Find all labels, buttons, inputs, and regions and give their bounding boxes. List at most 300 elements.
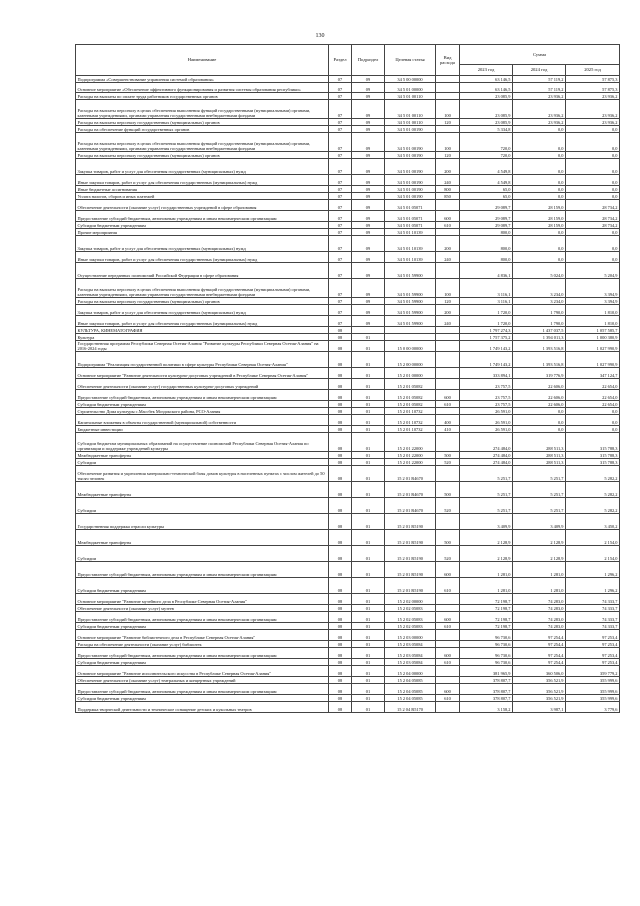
cell-name: Государственная программа Республики Северная Осетия-Алания "Развитие культуры Республики Северная Осетия-Алания" на 2016-2024 годы <box>76 341 329 352</box>
cell-2025: 355 999,6 <box>566 677 620 684</box>
cell-2024: 0,0 <box>513 236 566 252</box>
cell-subsection: 01 <box>352 659 385 666</box>
cell-expense-type <box>436 605 460 612</box>
cell-2025: 0,0 <box>566 426 620 433</box>
cell-name: Основное мероприятие "Развитие исполнительского искусства в Республике Северная Осетия-Алания" <box>76 666 329 677</box>
cell-expense-type <box>436 379 460 390</box>
cell-2025: 0,0 <box>566 175 620 186</box>
cell-subsection: 01 <box>352 498 385 514</box>
cell-target: 15 2 01 R5190 <box>385 514 436 530</box>
table-row <box>76 211 620 222</box>
cell-expense-type: 100 <box>436 100 460 119</box>
cell-2025: 23 936,2 <box>566 119 620 126</box>
table-row <box>76 93 620 100</box>
cell-2024: 5 251,7 <box>513 498 566 514</box>
cell-name: Культура <box>76 334 329 341</box>
cell-expense-type <box>436 334 460 341</box>
cell-2023: 23 085,9 <box>460 119 513 126</box>
cell-target: 15 2 04 05085 <box>385 677 436 684</box>
cell-target: 34 5 01 05071 <box>385 222 436 229</box>
cell-2023: 96 730,6 <box>460 641 513 648</box>
cell-name: Обеспечение развития и укрепления материально-технической базы домов культуры в населенных пунктах с числом жителей до 50 тысяч человек <box>76 466 329 482</box>
cell-2023: 1 720,0 <box>460 305 513 316</box>
cell-2023: 26 591,0 <box>460 408 513 415</box>
cell-section: 07 <box>329 229 352 236</box>
cell-2023: 29 089,7 <box>460 222 513 229</box>
cell-name: Субсидии бюджетным учреждениям <box>76 222 329 229</box>
cell-subsection: 09 <box>352 229 385 236</box>
table-row <box>76 126 620 133</box>
cell-section: 08 <box>329 352 352 368</box>
cell-2025: 57 875,3 <box>566 83 620 93</box>
cell-name: Строительство Дома культуры с.Массбек Моздокского района, РСО-Алания <box>76 408 329 415</box>
cell-subsection: 09 <box>352 252 385 263</box>
cell-subsection: 01 <box>352 433 385 452</box>
cell-2025: 97 253,4 <box>566 641 620 648</box>
cell-name: Основное мероприятие "Развитие музейного дела в Республике Северная Осетия-Алания" <box>76 594 329 605</box>
cell-expense-type: 610 <box>436 222 460 229</box>
cell-2025: 74 333,7 <box>566 594 620 605</box>
cell-2024: 1 281,0 <box>513 578 566 594</box>
table-row <box>76 368 620 379</box>
cell-2024: 0,0 <box>513 133 566 152</box>
table-row <box>76 459 620 466</box>
cell-section: 08 <box>329 368 352 379</box>
cell-2024: 97 254,4 <box>513 648 566 659</box>
cell-2023: 72 198,7 <box>460 612 513 623</box>
cell-target: 15 2 01 R4670 <box>385 498 436 514</box>
cell-section: 08 <box>329 546 352 562</box>
cell-2025: 28 734,2 <box>566 222 620 229</box>
cell-name: Иные закупки товаров, работ и услуг для обеспечения государственных (муниципальных) нужд <box>76 252 329 263</box>
cell-section: 07 <box>329 236 352 252</box>
cell-name: Предоставление субсидий бюджетным, автономным учреждениям и иным некоммерческим организациям <box>76 648 329 659</box>
cell-2024: 74 283,0 <box>513 605 566 612</box>
cell-target: 34 5 01 59900 <box>385 279 436 298</box>
table-row <box>76 498 620 514</box>
cell-2025: 22 654,0 <box>566 379 620 390</box>
table-row <box>76 316 620 327</box>
cell-2024: 356 521,9 <box>513 677 566 684</box>
cell-expense-type <box>436 229 460 236</box>
cell-2025: 1 000 380,9 <box>566 334 620 341</box>
cell-name: Подпрограмма «Совершенствование управления системой образования» <box>76 76 329 83</box>
cell-2023: 1 281,0 <box>460 562 513 578</box>
cell-subsection: 09 <box>352 305 385 316</box>
cell-expense-type: 500 <box>436 530 460 546</box>
cell-2024: 0,0 <box>513 152 566 159</box>
cell-section: 07 <box>329 316 352 327</box>
col-header-2025: 2025 год <box>566 65 620 76</box>
cell-target: 15 2 03 05084 <box>385 648 436 659</box>
cell-expense-type: 610 <box>436 623 460 630</box>
cell-2025: 3 450,2 <box>566 514 620 530</box>
table-row <box>76 352 620 368</box>
cell-subsection: 01 <box>352 630 385 641</box>
cell-2023: 378 807,7 <box>460 684 513 695</box>
cell-name: Государственная поддержка отрасли культуры <box>76 514 329 530</box>
cell-target: 15 2 01 00000 <box>385 368 436 379</box>
cell-2024: 5 251,7 <box>513 466 566 482</box>
cell-subsection: 01 <box>352 666 385 677</box>
table-row <box>76 530 620 546</box>
cell-2023: 1 281,0 <box>460 578 513 594</box>
cell-2024: 0,0 <box>513 408 566 415</box>
cell-target: 34 5 01 10139 <box>385 236 436 252</box>
cell-name: Обеспечение деятельности (оказание услуг) театральных и концертных учреждений <box>76 677 329 684</box>
cell-expense-type: 500 <box>436 452 460 459</box>
col-header-name: Наименование <box>76 45 329 76</box>
cell-2023: 26 591,0 <box>460 415 513 426</box>
cell-target: 15 2 01 R5190 <box>385 530 436 546</box>
cell-2024: 97 254,4 <box>513 659 566 666</box>
cell-target: 34 5 01 59900 <box>385 305 436 316</box>
cell-section: 08 <box>329 605 352 612</box>
cell-2025: 355 999,6 <box>566 684 620 695</box>
cell-2025: 3 394,9 <box>566 279 620 298</box>
cell-2024: 28 159,0 <box>513 222 566 229</box>
cell-name: Расходы на выплаты персоналу государственных (муниципальных) органов <box>76 119 329 126</box>
cell-expense-type: 600 <box>436 211 460 222</box>
cell-target: 34 5 01 00190 <box>385 175 436 186</box>
cell-name: Иные бюджетные ассигнования <box>76 186 329 193</box>
cell-name: Субсидии <box>76 459 329 466</box>
cell-2024: 1 393 516,8 <box>513 352 566 368</box>
cell-section: 08 <box>329 530 352 546</box>
cell-name: Субсидии бюджетам муниципальных образований на осуществление полномочий Республики Северная Осетия-Алания по организации и поддержке учреждений культуры <box>76 433 329 452</box>
cell-2025: 0,0 <box>566 408 620 415</box>
cell-2025: 28 734,2 <box>566 211 620 222</box>
cell-2023: 274 484,0 <box>460 452 513 459</box>
cell-section: 07 <box>329 252 352 263</box>
cell-target: 34 5 01 00190 <box>385 193 436 200</box>
cell-2025: 0,0 <box>566 193 620 200</box>
cell-name: Обеспечение деятельности (оказание услуг) государственных культурно-досуговых учреждений <box>76 379 329 390</box>
cell-name: Бюджетные инвестиции <box>76 426 329 433</box>
cell-expense-type <box>436 76 460 83</box>
cell-2023: 720,0 <box>460 133 513 152</box>
col-header-target: Целевая статья <box>385 45 436 76</box>
cell-name: Уплата налогов, сборов и иных платежей <box>76 193 329 200</box>
cell-expense-type: 200 <box>436 305 460 316</box>
cell-expense-type <box>436 641 460 648</box>
cell-target: 15 2 01 10732 <box>385 415 436 426</box>
cell-section: 08 <box>329 648 352 659</box>
cell-subsection: 01 <box>352 594 385 605</box>
cell-2025: 0,0 <box>566 159 620 175</box>
cell-2025: 5 282,2 <box>566 466 620 482</box>
table-row <box>76 562 620 578</box>
cell-name: Поддержка творческой деятельности и техническое оснащение детских и кукольных театров <box>76 702 329 713</box>
cell-2025: 1 296,2 <box>566 562 620 578</box>
cell-expense-type: 240 <box>436 175 460 186</box>
cell-2023: 800,0 <box>460 252 513 263</box>
cell-section: 07 <box>329 222 352 229</box>
cell-2023: 23 757,5 <box>460 390 513 401</box>
cell-expense-type <box>436 83 460 93</box>
cell-section: 08 <box>329 514 352 530</box>
cell-section: 08 <box>329 498 352 514</box>
cell-2023: 4 549,8 <box>460 175 513 186</box>
cell-2025: 1 027 990,9 <box>566 352 620 368</box>
cell-name: Межбюджетные трансферты <box>76 482 329 498</box>
cell-section: 08 <box>329 677 352 684</box>
table-row <box>76 152 620 159</box>
cell-section: 08 <box>329 466 352 482</box>
cell-2024: 0,0 <box>513 229 566 236</box>
cell-2025: 23 936,2 <box>566 93 620 100</box>
cell-2024: 5 251,7 <box>513 482 566 498</box>
cell-section: 07 <box>329 211 352 222</box>
cell-expense-type: 600 <box>436 648 460 659</box>
cell-2024: 74 283,0 <box>513 594 566 605</box>
table-row <box>76 401 620 408</box>
cell-subsection <box>352 327 385 334</box>
cell-target: 34 5 01 00190 <box>385 186 436 193</box>
cell-name: Субсидии <box>76 546 329 562</box>
table-row <box>76 236 620 252</box>
cell-2025: 2 154,0 <box>566 530 620 546</box>
cell-section: 08 <box>329 578 352 594</box>
cell-subsection: 09 <box>352 222 385 229</box>
cell-2023: 5 251,7 <box>460 498 513 514</box>
cell-2024: 1 394 011,3 <box>513 334 566 341</box>
table-row <box>76 684 620 695</box>
cell-section: 07 <box>329 119 352 126</box>
cell-subsection: 01 <box>352 578 385 594</box>
cell-section: 07 <box>329 100 352 119</box>
cell-expense-type <box>436 408 460 415</box>
cell-expense-type: 240 <box>436 252 460 263</box>
cell-2025: 74 333,7 <box>566 623 620 630</box>
table-row <box>76 186 620 193</box>
cell-section: 07 <box>329 76 352 83</box>
cell-2025: 1 296,2 <box>566 578 620 594</box>
table-row <box>76 482 620 498</box>
cell-expense-type <box>436 263 460 279</box>
cell-target: 34 5 01 00110 <box>385 93 436 100</box>
cell-2023: 3 116,1 <box>460 298 513 305</box>
cell-expense-type: 200 <box>436 159 460 175</box>
table-row <box>76 327 620 334</box>
cell-section: 07 <box>329 298 352 305</box>
cell-subsection: 09 <box>352 193 385 200</box>
cell-expense-type: 100 <box>436 133 460 152</box>
cell-subsection: 09 <box>352 76 385 83</box>
cell-subsection: 09 <box>352 159 385 175</box>
col-header-2023: 2023 год <box>460 65 513 76</box>
cell-2024: 1 437 037,5 <box>513 327 566 334</box>
cell-2025: 23 936,2 <box>566 100 620 119</box>
table-body <box>76 76 620 713</box>
cell-2025: 1 027 990,9 <box>566 341 620 352</box>
cell-name: Капитальные вложения в объекты государственной (муниципальной) собственности <box>76 415 329 426</box>
cell-2023: 5 251,7 <box>460 482 513 498</box>
cell-name: Расходы на выплаты персоналу государственных (муниципальных) органов <box>76 152 329 159</box>
cell-2024: 0,0 <box>513 252 566 263</box>
table-row <box>76 666 620 677</box>
cell-section: 07 <box>329 175 352 186</box>
cell-2025: 0,0 <box>566 133 620 152</box>
cell-subsection: 01 <box>352 648 385 659</box>
cell-2025: 0,0 <box>566 186 620 193</box>
cell-section: 08 <box>329 379 352 390</box>
table-row <box>76 641 620 648</box>
cell-2025: 315 788,3 <box>566 433 620 452</box>
table-row <box>76 341 620 352</box>
cell-2025: 1 810,0 <box>566 305 620 316</box>
cell-expense-type: 610 <box>436 659 460 666</box>
cell-2023: 96 730,6 <box>460 648 513 659</box>
cell-2024: 1 393 516,8 <box>513 341 566 352</box>
table-row <box>76 594 620 605</box>
table-row <box>76 100 620 119</box>
cell-subsection: 01 <box>352 530 385 546</box>
cell-section: 07 <box>329 133 352 152</box>
cell-2023: 96 730,6 <box>460 630 513 641</box>
cell-section: 07 <box>329 186 352 193</box>
cell-name: Основное мероприятие "Развитие библиотечного дела в Республике Северная Осетия-Алания" <box>76 630 329 641</box>
cell-target: 15 2 01 22000 <box>385 452 436 459</box>
cell-name: Субсидии бюджетным учреждениям <box>76 659 329 666</box>
cell-section: 08 <box>329 612 352 623</box>
table-row <box>76 578 620 594</box>
table-row <box>76 702 620 713</box>
cell-target: 15 2 01 10732 <box>385 426 436 433</box>
cell-section: 08 <box>329 390 352 401</box>
cell-name: Субсидии бюджетным учреждениям <box>76 623 329 630</box>
cell-section: 08 <box>329 695 352 702</box>
cell-2025: 0,0 <box>566 252 620 263</box>
cell-expense-type: 500 <box>436 482 460 498</box>
cell-subsection: 01 <box>352 341 385 352</box>
cell-target: 15 2 03 05084 <box>385 641 436 648</box>
cell-target: 15 2 01 10732 <box>385 408 436 415</box>
cell-subsection: 01 <box>352 562 385 578</box>
cell-section: 08 <box>329 426 352 433</box>
cell-expense-type <box>436 433 460 452</box>
cell-2024: 288 511,3 <box>513 452 566 459</box>
cell-2024: 28 159,0 <box>513 211 566 222</box>
cell-name: Межбюджетные трансферты <box>76 530 329 546</box>
cell-expense-type <box>436 352 460 368</box>
cell-expense-type: 520 <box>436 546 460 562</box>
cell-name: Расходы на обеспечение деятельности (оказание услуг) библиотек <box>76 641 329 648</box>
cell-expense-type: 240 <box>436 316 460 327</box>
table-row <box>76 659 620 666</box>
cell-subsection: 09 <box>352 298 385 305</box>
table-row <box>76 298 620 305</box>
cell-target: 15 2 02 00000 <box>385 594 436 605</box>
cell-subsection: 01 <box>352 514 385 530</box>
cell-name: Обеспечение деятельности (оказание услуг) музеев <box>76 605 329 612</box>
cell-2025: 97 253,4 <box>566 648 620 659</box>
cell-expense-type: 600 <box>436 390 460 401</box>
cell-section: 08 <box>329 594 352 605</box>
cell-expense-type: 800 <box>436 186 460 193</box>
cell-subsection: 01 <box>352 605 385 612</box>
cell-2025: 0,0 <box>566 236 620 252</box>
cell-name: Расходы на выплаты персоналу в целях обеспечения выполнения функций государственными (муниципальными) органами, казенными учреждениями, органами управления государственными внебюджетными фондами <box>76 279 329 298</box>
cell-target: 34 5 01 00190 <box>385 152 436 159</box>
cell-2023: 72 198,7 <box>460 594 513 605</box>
cell-section: 08 <box>329 482 352 498</box>
cell-target: 15 2 03 05084 <box>385 659 436 666</box>
cell-expense-type: 100 <box>436 279 460 298</box>
cell-expense-type <box>436 702 460 713</box>
cell-subsection: 09 <box>352 211 385 222</box>
cell-expense-type <box>436 630 460 641</box>
cell-target: 15 2 02 05083 <box>385 623 436 630</box>
cell-2023: 23 085,9 <box>460 93 513 100</box>
table-row <box>76 695 620 702</box>
cell-section: 07 <box>329 279 352 298</box>
table-row <box>76 677 620 684</box>
budget-table <box>75 44 620 713</box>
cell-2025: 347 124,7 <box>566 368 620 379</box>
cell-name: Закупка товаров, работ и услуг для обеспечения государственных (муниципальных) нужд <box>76 236 329 252</box>
cell-2024: 28 159,0 <box>513 200 566 211</box>
cell-2025: 2 154,0 <box>566 546 620 562</box>
cell-name: Закупка товаров, работ и услуг для обеспечения государственных (муниципальных) нужд <box>76 305 329 316</box>
cell-2024: 3 987,1 <box>513 702 566 713</box>
cell-2023: 2 128,9 <box>460 546 513 562</box>
cell-2024: 74 283,0 <box>513 612 566 623</box>
cell-2024: 0,0 <box>513 193 566 200</box>
cell-name: Закупка товаров, работ и услуг для обеспечения государственных (муниципальных) нужд <box>76 159 329 175</box>
cell-name: Расходы на выплаты персоналу в целях обеспечения выполнения функций государственными (муниципальными) органами, казенными учреждениями, органами управления государственными внебюджетными фондами <box>76 133 329 152</box>
cell-2023: 23 085,9 <box>460 100 513 119</box>
table-row <box>76 623 620 630</box>
cell-subsection: 09 <box>352 236 385 252</box>
cell-subsection: 01 <box>352 695 385 702</box>
cell-section: 08 <box>329 630 352 641</box>
cell-target: 34 5 01 00110 <box>385 100 436 119</box>
table-row <box>76 83 620 93</box>
cell-target: 34 5 01 10139 <box>385 252 436 263</box>
cell-section: 07 <box>329 159 352 175</box>
cell-2024: 0,0 <box>513 175 566 186</box>
cell-name: КУЛЬТУРА, КИНЕМАТОГРАФИЯ <box>76 327 329 334</box>
table-row <box>76 159 620 175</box>
cell-2023: 72 198,7 <box>460 623 513 630</box>
cell-section: 08 <box>329 334 352 341</box>
cell-target <box>385 334 436 341</box>
cell-2025: 57 875,3 <box>566 76 620 83</box>
cell-expense-type <box>436 327 460 334</box>
cell-name: Субсидии <box>76 498 329 514</box>
table-header <box>76 45 620 76</box>
cell-subsection: 01 <box>352 466 385 482</box>
table-row <box>76 648 620 659</box>
table-row <box>76 305 620 316</box>
cell-2025: 74 333,7 <box>566 612 620 623</box>
cell-expense-type: 120 <box>436 298 460 305</box>
cell-2025: 0,0 <box>566 126 620 133</box>
cell-2024: 2 128,9 <box>513 530 566 546</box>
cell-subsection: 01 <box>352 426 385 433</box>
cell-expense-type: 120 <box>436 152 460 159</box>
page-number: 130 <box>315 33 325 39</box>
col-header-expense-type: Вид расхода <box>436 45 460 76</box>
cell-section: 07 <box>329 193 352 200</box>
cell-2023: 63 146,5 <box>460 76 513 83</box>
cell-2025: 0,0 <box>566 415 620 426</box>
cell-2023: 1 749 143,2 <box>460 341 513 352</box>
table-row <box>76 175 620 186</box>
cell-expense-type: 600 <box>436 562 460 578</box>
cell-name: Обеспечение деятельности (оказание услуг) государственных учреждений в сфере образования <box>76 200 329 211</box>
